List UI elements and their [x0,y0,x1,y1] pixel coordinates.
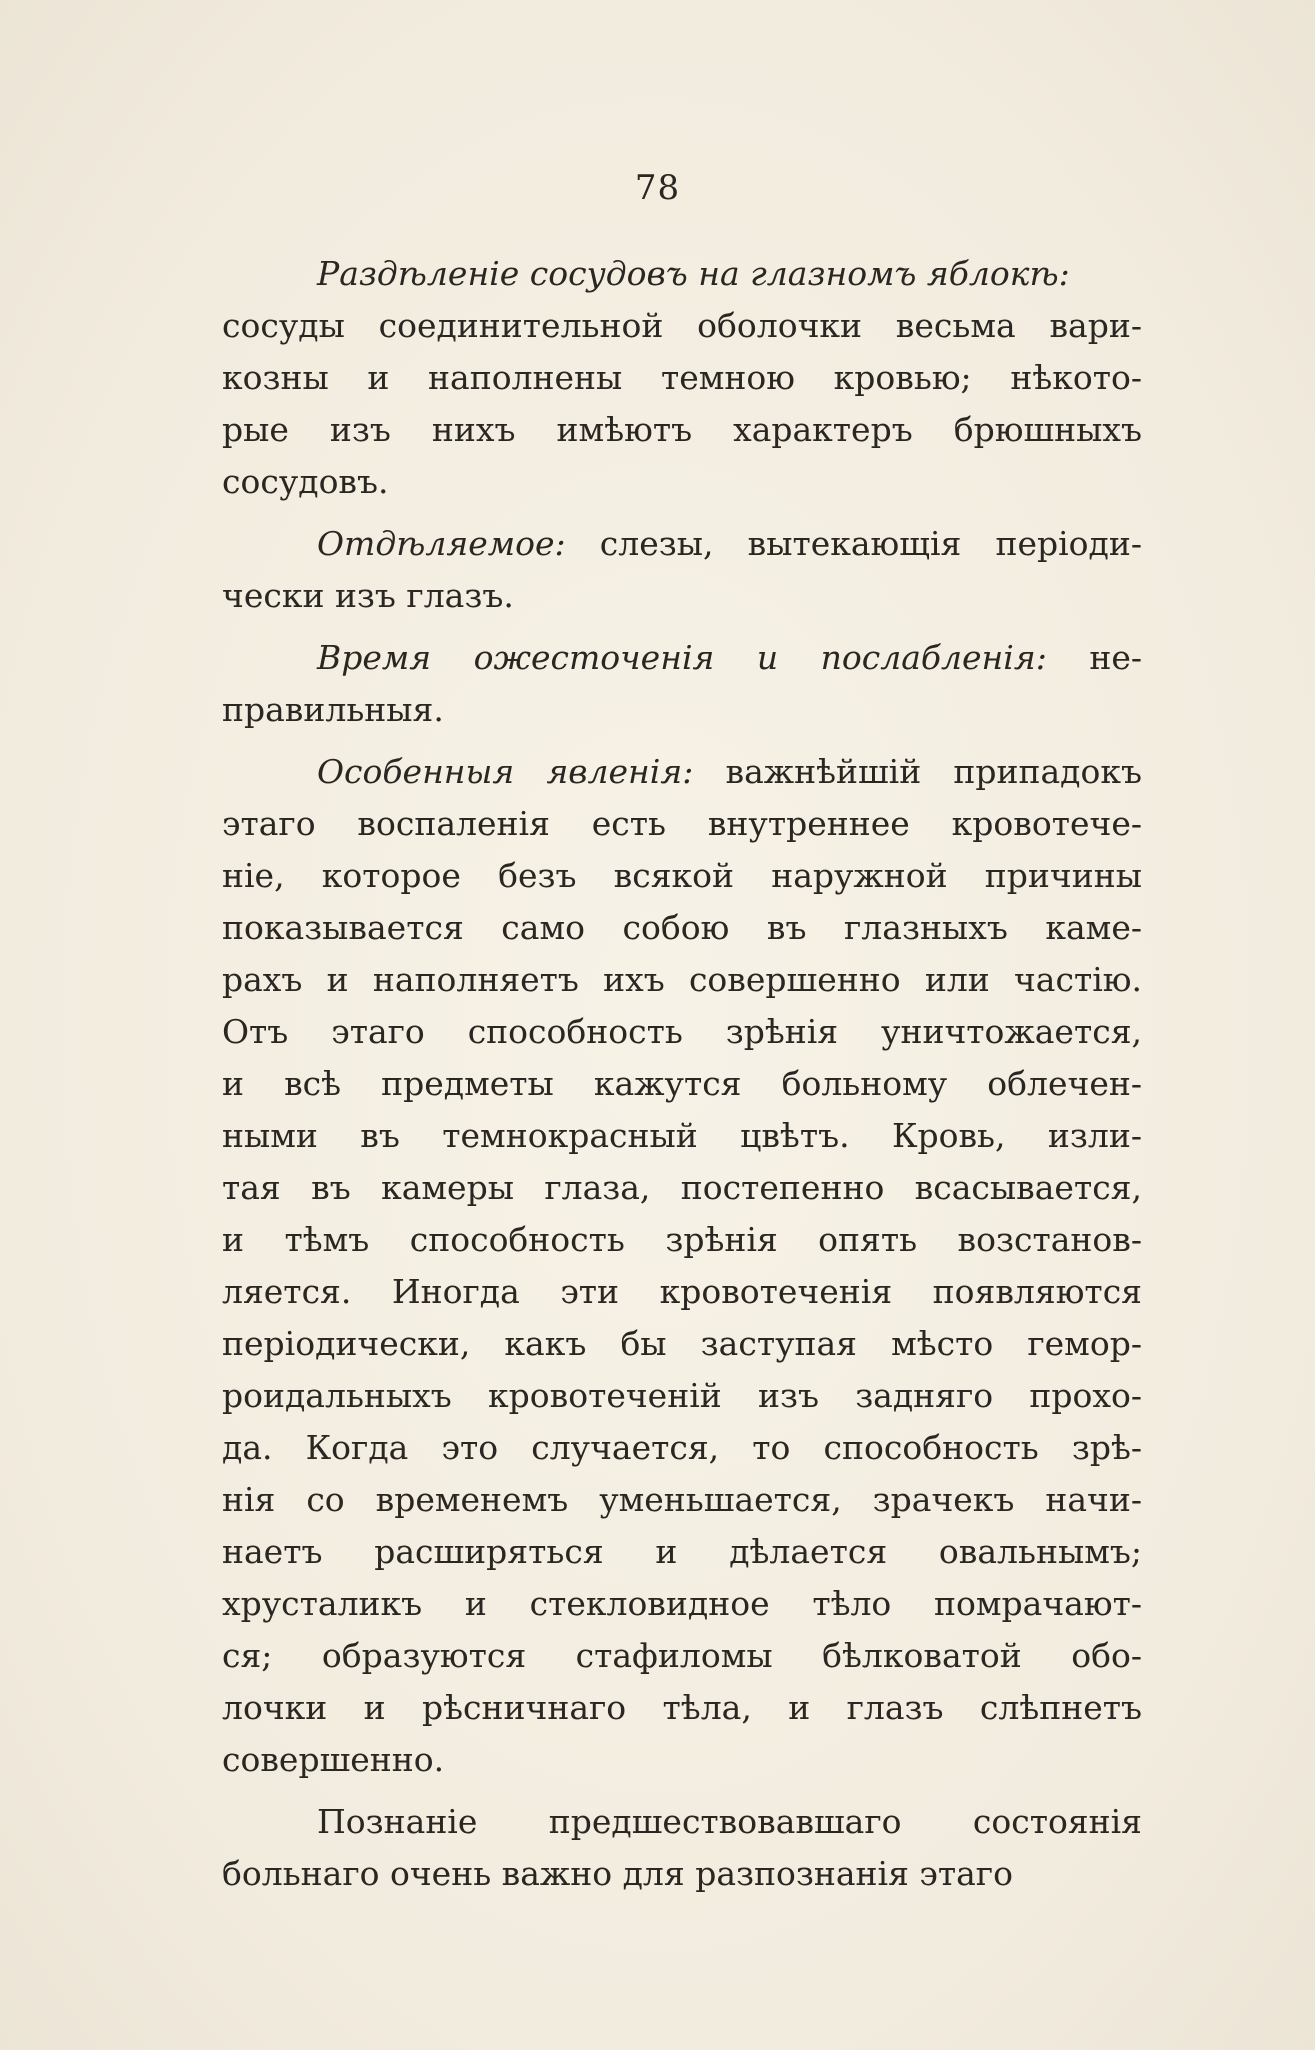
text-line [222,1006,1142,1058]
text-line [222,352,1142,404]
paragraph [222,518,1142,622]
text-line [222,1318,1142,1370]
line-text: и тѣмъ способность зрѣнія опять возстанов- [222,1220,1142,1259]
line-text: періодически, какъ бы заступая мѣсто гемор- [222,1324,1142,1363]
text-line [222,1422,1142,1474]
line-text: сосудовъ. [222,462,389,501]
paragraph [222,632,1142,736]
text-line [222,1796,1142,1848]
text-line [222,248,1142,300]
line-text: роидальныхъ кровотеченій изъ задняго прохо- [222,1376,1142,1415]
text-line [222,1162,1142,1214]
paragraph [222,248,1142,508]
line-text: сосуды соединительной оболочки весьма вари- [222,306,1142,345]
text-line [222,798,1142,850]
text-line [222,1848,1142,1900]
line-text: правильныя. [222,690,444,729]
text-line [222,902,1142,954]
text-line [222,1266,1142,1318]
text-line [222,1370,1142,1422]
line-text: слезы, вытекающія періоди- [565,524,1142,563]
paragraph [222,1796,1142,1900]
line-text: ными въ темнокрасный цвѣтъ. Кровь, изли- [222,1116,1142,1155]
text-line [222,1734,1142,1786]
text-line [222,1526,1142,1578]
text-line [222,518,1142,570]
line-text: этаго воспаленія есть внутреннее кровотече- [222,804,1142,843]
line-text: ляется. Иногда эти кровотеченія появляются [222,1272,1142,1311]
text-line [222,746,1142,798]
text-line [222,404,1142,456]
line-text: тая въ камеры глаза, постепенно всасывается, [222,1168,1142,1207]
text-line [222,570,1142,622]
line-text: хрусталикъ и стекловидное тѣло помрачают- [222,1584,1142,1623]
line-text: рые изъ нихъ имѣютъ характеръ брюшныхъ [222,410,1142,449]
text-line [222,1110,1142,1162]
text-line [222,1578,1142,1630]
text-line [222,684,1142,736]
text-line [222,632,1142,684]
line-text: не- [1046,638,1142,677]
line-text: козны и наполнены темною кровью; нѣкото- [222,358,1142,397]
text-line [222,300,1142,352]
text-line [222,850,1142,902]
body-text [222,248,1142,1900]
line-text: да. Когда это случается, то способность зрѣ- [222,1428,1142,1467]
line-text: больнаго очень важно для разпознанія этаго [222,1854,1013,1893]
text-line [222,1682,1142,1734]
line-text: чески изъ глазъ. [222,576,514,615]
line-text: показывается само собою въ глазныхъ каме- [222,908,1142,947]
italic-lead: Отдѣляемое: [317,524,566,563]
line-text: рахъ и наполняетъ ихъ совершенно или частію. [222,960,1142,999]
page-number: 78 [634,168,681,208]
paragraph [222,746,1142,1786]
text-line [222,954,1142,1006]
text-line [222,1630,1142,1682]
line-text: Познаніе предшествовавшаго состоянія [317,1802,1142,1841]
line-text: совершенно. [222,1740,445,1779]
italic-lead: Раздѣленіе сосудовъ на глазномъ яблокѣ: [317,254,1070,293]
text-line [222,1214,1142,1266]
line-text: Отъ этаго способность зрѣнія уничтожается, [222,1012,1142,1051]
text-line [222,1474,1142,1526]
line-text: важнѣйшій припадокъ [693,752,1142,791]
line-text: ніе, которое безъ всякой наружной причины [222,856,1142,895]
italic-lead: Время ожесточенія и послабленія: [317,638,1047,677]
line-text: ся; образуются стафиломы бѣлковатой обо- [222,1636,1142,1675]
line-text: лочки и рѣсничнаго тѣла, и глазъ слѣпнетъ [222,1688,1142,1727]
line-text: наетъ расширяться и дѣлается овальнымъ; [222,1532,1142,1571]
italic-lead: Особенныя явленія: [317,752,694,791]
line-text: нія со временемъ уменьшается, зрачекъ начи- [222,1480,1142,1519]
text-line [222,1058,1142,1110]
text-line [222,456,1142,508]
line-text: и всѣ предметы кажутся больному облечен- [222,1064,1142,1103]
